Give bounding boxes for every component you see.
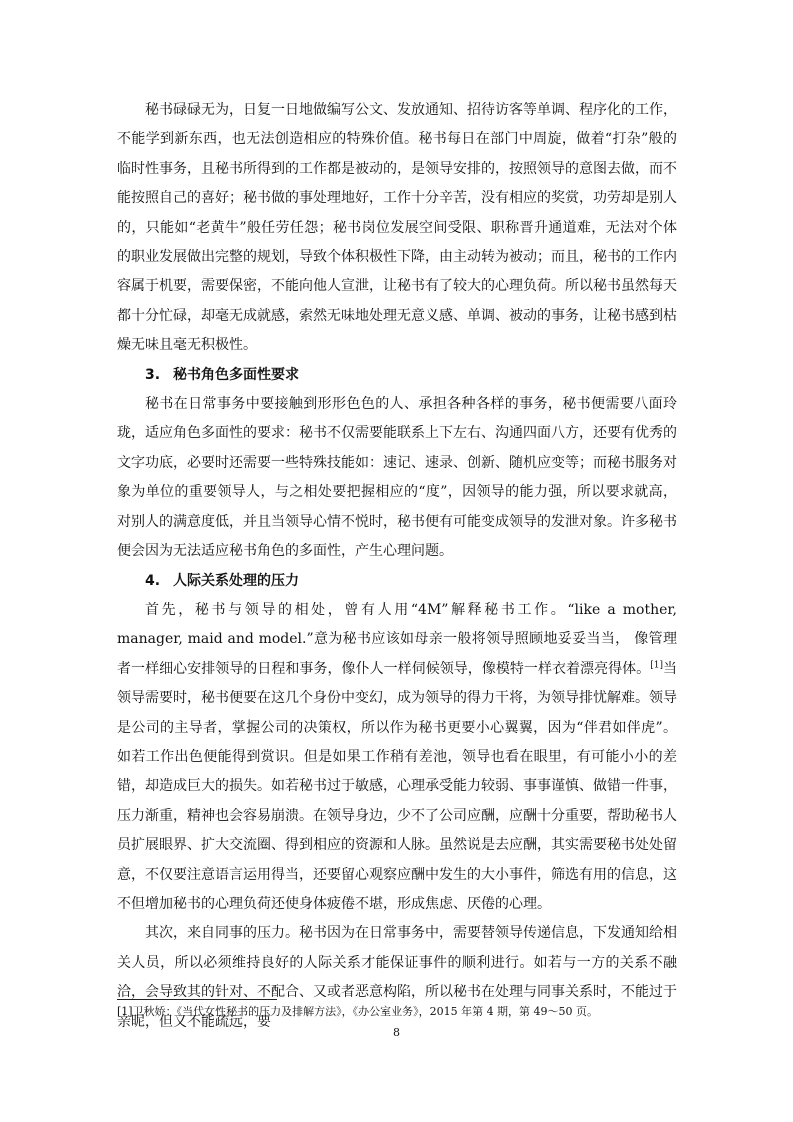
footnote-reference[interactable]: [1] [650, 660, 663, 671]
paragraph-3-part-a: 首先，秘书与领导的相处，曾有人用“4M”解释秘书工作。“like a mother, manager, maid and model.”意为秘书应该如母亲一般将领导照顾地妥妥当当， 像管理者一样细心安排领导的日程和事务，像仆人一样伺候领导，像模特一样衣着漂亮得体。 [117, 601, 677, 677]
section-number: 3. [145, 366, 161, 383]
paragraph-3 [117, 596, 677, 919]
paragraph-2: 秘书在日常事务中要接触到形形色色的人、承担各种各样的事务，秘书便需要八面玲珑，适应角色多面性的要求：秘书不仅需要能联系上下左右、沟通四面八方，还要有优秀的文字功底，必要时还需要一些特殊技能如：速记、速录、创新、随机应变等；而秘书服务对象为单位的重要领导人，与之相处要把握相应的“度”，因领导的能力强，所以要求就高，对别人的满意度低，并且当领导心情不悦时，秘书便有可能变成领导的发泄对象。许多秘书便会因为无法适应秘书角色的多面性，产生心理问题。 [117, 396, 677, 560]
footnote: [1]卫秋娇：《当代女性秘书的压力及排解方法》，《办公室业务》，2015 年第 4 期，第 49～50 页。 [117, 1005, 599, 1018]
page-number: 8 [393, 1026, 400, 1039]
section-heading-3 [117, 361, 677, 390]
body-text [117, 96, 677, 1037]
paragraph-3-part-b: 当领导需要时，秘书便要在这几个身份中变幻，成为领导的得力干将，为领导排忧解难。领导是公司的主导者，掌握公司的决策权，所以作为秘书更要小心翼翼，因为“伴君如伴虎”。如若工作出色便能得到赏识。但是如果工作稍有差池，领导也看在眼里，有可能小小的差错，却造成巨大的损失。如若秘书过于敏感，心理承受能力较弱、事事谨慎、做错一件事，压力渐重，精神也会容易崩溃。在领导身边，少不了公司应酬，应酬十分重要，帮助秘书人员扩展眼界、扩大交流圈、得到相应的资源和人脉。虽然说是去应酬，其实需要秘书处处留意，不仅要注意语言运用得当，还要留心观察应酬中发生的大小事件，筛选有用的信息，这不但增加秘书的心理负荷还使身体疲倦不堪，形成焦虑、厌倦的心理。 [117, 660, 678, 912]
paragraph-1: 秘书碌碌无为，日复一日地做编写公文、发放通知、招待访客等单调、程序化的工作，不能学到新东西，也无法创造相应的特殊价值。秘书每日在部门中周旋，做着“打杂”般的临时性事务，且秘书所得到的工作都是被动的，是领导安排的，按照领导的意图去做，而不能按照自己的喜好；秘书做的事处理地好，工作十分辛苦，没有相应的奖赏，功劳却是别人的，只能如“老黄牛”般任劳任怨；秘书岗位发展空间受限、职称晋升通道难，无法对个体的职业发展做出完整的规划，导致个体积极性下降，由主动转为被动；而且，秘书的工作内容属于机要，需要保密，不能向他人宣泄，让秘书有了较大的心理负荷。所以秘书虽然每天都十分忙碌，却毫无成就感，索然无味地处理无意义感、单调、被动的事务，让秘书感到枯燥无味且毫无积极性。 [117, 102, 677, 354]
paragraph-4: 其次，来自同事的压力。秘书因为在日常事务中，需要替领导传递信息，下发通知给相关人员，所以必须维持良好的人际关系才能保证事件的顺利进行。如若与一方的关系不融洽，会导致其的针对、不配合、又或者恶意构陷，所以秘书在处理与同事关系时，不能过于亲昵，但又不能疏远，要 [117, 925, 677, 1030]
section-heading-4 [117, 567, 677, 596]
section-title: 秘书角色多面性要求 [173, 366, 299, 383]
section-title: 人际关系处理的压力 [173, 572, 299, 589]
footnote-divider [117, 999, 277, 1000]
section-number: 4. [145, 572, 161, 589]
